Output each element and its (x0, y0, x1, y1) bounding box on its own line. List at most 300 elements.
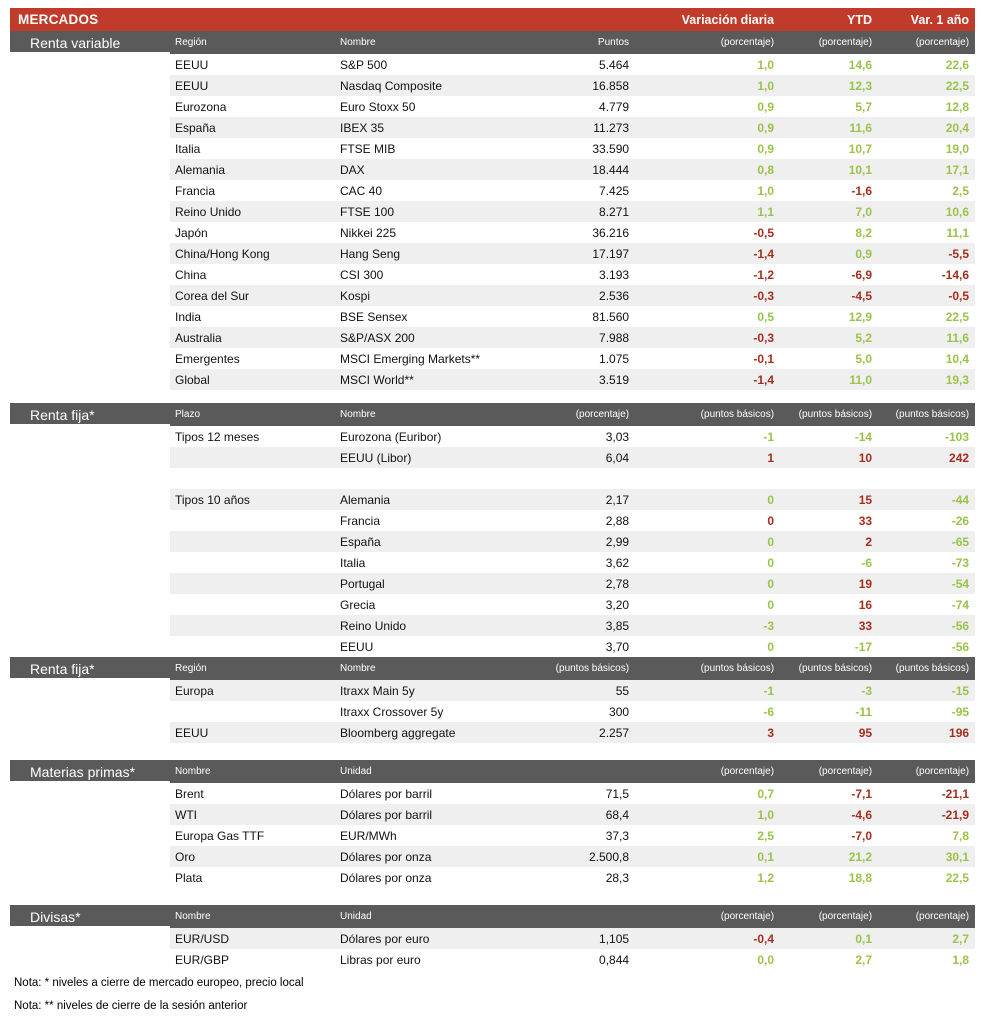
region-cell: EUR/GBP (175, 952, 230, 967)
region-cell: Europa (170, 680, 335, 701)
daily-change-cell: -0,3 (635, 285, 780, 306)
yoy-change-cell (878, 468, 975, 489)
yoy-change-cell: 20,4 (878, 117, 975, 138)
ytd-change-cell: 19 (780, 573, 878, 594)
name-cell: Nasdaq Composite (335, 75, 550, 96)
section-gap (10, 888, 975, 905)
footnote: Nota: ** niveles de cierre de la sesión anterior (14, 1000, 248, 1012)
yoy-change-cell: -73 (951, 555, 970, 570)
table-row (10, 846, 975, 867)
value-cell: 18.444 (550, 159, 635, 180)
column-header: (porcentaje) (780, 905, 878, 928)
page-title: MERCADOS (10, 8, 635, 31)
yoy-change-cell: 12,8 (945, 99, 970, 114)
section-spacer-cell (10, 928, 170, 949)
column-header: (porcentaje) (635, 760, 780, 783)
region-cell: Tipos 12 meses (175, 429, 260, 444)
daily-change-cell: 1,0 (635, 75, 780, 96)
ytd-change-cell: 2 (780, 531, 878, 552)
ytd-change-cell: 12,9 (848, 309, 873, 324)
table-row (10, 594, 975, 615)
yoy-change-cell: 10,6 (878, 201, 975, 222)
ytd-change-cell: 0,1 (780, 928, 878, 949)
section-spacer-cell (10, 680, 170, 701)
column-header: (porcentaje) (635, 905, 780, 928)
region-cell: Eurozona (175, 99, 227, 114)
ytd-change-cell: 33 (780, 615, 878, 636)
name-cell: BSE Sensex (340, 309, 408, 324)
yoy-change-cell: 22,5 (878, 75, 975, 96)
ytd-change-cell: 8,2 (855, 225, 873, 240)
daily-change-cell: 2,5 (757, 828, 775, 843)
region-cell (170, 573, 335, 594)
name-cell: Hang Seng (335, 243, 550, 264)
section-spacer-cell (10, 201, 170, 222)
yoy-change-cell: -56 (878, 615, 975, 636)
ytd-change-cell: 0,9 (780, 243, 878, 264)
section-spacer-cell (10, 138, 170, 159)
daily-change-cell: 0 (635, 531, 780, 552)
yoy-change-cell: 17,1 (878, 159, 975, 180)
value-cell: 2.536 (550, 285, 635, 306)
daily-change-cell: 0,1 (635, 846, 780, 867)
ytd-change-cell: -11 (855, 704, 873, 719)
region-cell: Emergentes (175, 351, 240, 366)
table-row (10, 552, 975, 573)
region-cell (170, 701, 335, 722)
section-spacer-cell (10, 783, 170, 804)
section-spacer-cell (10, 348, 170, 369)
name-cell: Itraxx Crossover 5y (340, 704, 444, 719)
name-cell: Libras por euro (340, 952, 421, 967)
value-cell: 1.075 (599, 351, 630, 366)
value-cell: 8.271 (550, 201, 635, 222)
column-header: Nombre (335, 657, 550, 680)
column-header: (puntos básicos) (780, 657, 878, 680)
region-cell: EEUU (170, 75, 335, 96)
region-cell: China/Hong Kong (170, 243, 335, 264)
value-cell (550, 468, 635, 489)
table-row (10, 180, 975, 201)
value-cell: 2,99 (550, 531, 635, 552)
ytd-change-cell: -17 (854, 639, 873, 654)
name-cell: Reino Unido (335, 615, 550, 636)
daily-change-cell: 1,0 (757, 183, 775, 198)
region-cell (170, 615, 335, 636)
name-cell: Nikkei 225 (340, 225, 397, 240)
value-cell: 11.273 (550, 117, 635, 138)
table-row (10, 117, 975, 138)
column-header: Puntos (550, 31, 635, 54)
yoy-change-cell: -14,6 (941, 267, 970, 282)
value-cell: 28,3 (605, 870, 630, 885)
section-title: Renta fija* (10, 403, 170, 426)
table-row (10, 636, 975, 657)
region-cell: EEUU (175, 57, 209, 72)
ytd-change-cell: -3 (780, 680, 878, 701)
yoy-change-cell: 11,1 (946, 225, 970, 240)
region-cell: Australia (170, 327, 335, 348)
table-row (10, 159, 975, 180)
column-header: (porcentaje) (550, 403, 635, 426)
ytd-change-cell: 7,0 (780, 201, 878, 222)
table-row (10, 447, 975, 468)
section-spacer-cell (10, 573, 170, 594)
region-cell (170, 552, 335, 573)
value-cell: 2.257 (550, 722, 635, 743)
ytd-change-cell (780, 468, 878, 489)
value-cell: 5.464 (599, 57, 630, 72)
daily-change-cell: -1,4 (635, 243, 780, 264)
ytd-change-cell: -7,1 (851, 786, 873, 801)
yoy-change-cell: -5,5 (878, 243, 975, 264)
region-cell: Reino Unido (170, 201, 335, 222)
value-cell: 33.590 (592, 141, 630, 156)
column-header: Unidad (335, 760, 550, 783)
yoy-change-cell: 2,5 (952, 183, 970, 198)
section-spacer-cell (10, 804, 170, 825)
table-row (10, 264, 975, 285)
table-row (10, 783, 975, 804)
table-row (10, 573, 975, 594)
section-spacer-cell (10, 222, 170, 243)
region-cell: Oro (170, 846, 335, 867)
daily-change-cell: -1,2 (753, 267, 775, 282)
table-row (10, 138, 975, 159)
name-cell: S&P/ASX 200 (335, 327, 550, 348)
daily-change-cell: 0,7 (757, 786, 775, 801)
daily-change-cell: 1,0 (757, 57, 775, 72)
column-header: (puntos básicos) (780, 403, 878, 426)
daily-change-cell: 3 (635, 722, 780, 743)
region-cell: EEUU (170, 722, 335, 743)
yoy-change-cell: 19,3 (878, 369, 975, 390)
ytd-change-cell: 33 (858, 513, 873, 528)
yoy-change-cell: 22,5 (945, 870, 970, 885)
section-spacer-cell (10, 447, 170, 468)
name-cell: EEUU (Libor) (335, 447, 550, 468)
value-cell: 1,105 (550, 928, 635, 949)
region-cell: EUR/USD (170, 928, 335, 949)
value-cell: 81.560 (592, 309, 630, 324)
ytd-change-cell: 11,6 (780, 117, 878, 138)
column-header: (puntos básicos) (878, 657, 975, 680)
table-row (10, 928, 975, 949)
region-cell: Italia (175, 141, 201, 156)
yoy-change-cell: -74 (951, 597, 970, 612)
daily-change-cell: 1,1 (635, 201, 780, 222)
region-cell (170, 636, 335, 657)
column-header: (porcentaje) (635, 31, 780, 54)
ytd-change-cell: 5,0 (855, 351, 873, 366)
table-row (10, 348, 975, 369)
column-header: Unidad (335, 905, 550, 928)
yoy-change-cell: 10,4 (945, 351, 970, 366)
table-row (10, 243, 975, 264)
column-header: Nombre (335, 403, 550, 426)
value-cell: 2.500,8 (550, 846, 635, 867)
value-cell: 68,4 (550, 804, 635, 825)
daily-change-cell: -0,5 (753, 225, 775, 240)
ytd-change-cell: -7,0 (851, 828, 873, 843)
table-row (10, 489, 975, 510)
value-cell: 16.858 (550, 75, 635, 96)
table-row (10, 510, 975, 531)
region-cell: India (175, 309, 202, 324)
name-cell: S&P 500 (340, 57, 388, 72)
name-cell: Euro Stoxx 50 (340, 99, 416, 114)
yoy-change-cell: 22,5 (945, 309, 970, 324)
table-row (10, 327, 975, 348)
table-row (10, 426, 975, 447)
name-cell: FTSE MIB (340, 141, 396, 156)
name-cell (335, 468, 550, 489)
daily-change-cell: 0,9 (757, 99, 775, 114)
table-row (10, 722, 975, 743)
name-cell: Alemania (335, 489, 550, 510)
section-spacer-cell (10, 75, 170, 96)
section-spacer-cell (10, 159, 170, 180)
region-cell: Plata (175, 870, 203, 885)
name-cell: Italia (340, 555, 366, 570)
table-row (10, 54, 975, 75)
section-title: Divisas* (10, 905, 170, 928)
yoy-change-cell: 22,6 (945, 57, 970, 72)
column-header: (porcentaje) (878, 760, 975, 783)
daily-change-cell: 0 (635, 573, 780, 594)
section-title: Renta variable (10, 31, 170, 54)
section-spacer-cell (10, 54, 170, 75)
column-header (550, 760, 635, 783)
name-cell: Dólares por barril (335, 804, 550, 825)
value-cell: 2,17 (550, 489, 635, 510)
section-spacer-cell (10, 510, 170, 531)
section-spacer-cell (10, 722, 170, 743)
section-spacer-cell (10, 949, 170, 970)
value-cell: 3,62 (605, 555, 630, 570)
daily-change-cell: 0,5 (757, 309, 775, 324)
column-header: (puntos básicos) (550, 657, 635, 680)
daily-change-cell: -1,4 (635, 369, 780, 390)
name-cell: EUR/MWh (340, 828, 397, 843)
yoy-change-cell: -103 (945, 429, 970, 444)
daily-change-cell: 1 (635, 447, 780, 468)
table-row (10, 201, 975, 222)
name-cell: Dólares por euro (335, 928, 550, 949)
value-cell: 3.193 (599, 267, 630, 282)
table-row (10, 222, 975, 243)
column-header: Región (170, 31, 335, 54)
name-cell: CAC 40 (340, 183, 383, 198)
section-spacer-cell (10, 369, 170, 390)
section-spacer-cell (10, 531, 170, 552)
table-row (10, 369, 975, 390)
value-cell: 37,3 (605, 828, 630, 843)
region-cell: Francia (175, 183, 216, 198)
daily-change-cell: 1,2 (757, 870, 775, 885)
yoy-change-cell: -15 (878, 680, 975, 701)
region-cell: WTI (170, 804, 335, 825)
column-header (550, 905, 635, 928)
section-spacer-cell (10, 180, 170, 201)
name-cell: Dólares por onza (340, 870, 432, 885)
name-cell: Portugal (335, 573, 550, 594)
yoy-change-cell: -21,1 (941, 786, 970, 801)
yoy-change-cell: 19,0 (945, 141, 970, 156)
mercados-table (10, 8, 975, 970)
name-cell: Bloomberg aggregate (335, 722, 550, 743)
section-header-row (10, 403, 975, 426)
table-row (10, 96, 975, 117)
yoy-change-cell: -44 (878, 489, 975, 510)
yoy-change-cell: -0,5 (878, 285, 975, 306)
value-cell: 300 (609, 704, 630, 719)
daily-change-cell: -1 (763, 429, 775, 444)
yoy-change-cell: -65 (878, 531, 975, 552)
region-cell: China (175, 267, 207, 282)
name-cell: Kospi (335, 285, 550, 306)
section-spacer-cell (10, 615, 170, 636)
table-row (10, 680, 975, 701)
column-header: Nombre (170, 905, 335, 928)
name-cell: España (335, 531, 550, 552)
name-cell: MSCI World** (335, 369, 550, 390)
name-cell: EEUU (340, 639, 374, 654)
section-header-row (10, 760, 975, 783)
daily-change-cell: 0,0 (757, 952, 775, 967)
section-title: Renta fija* (10, 657, 170, 680)
yoy-change-cell: 196 (878, 722, 975, 743)
name-cell: FTSE 100 (335, 201, 550, 222)
value-cell: 7.988 (550, 327, 635, 348)
ytd-change-cell: 16 (858, 597, 873, 612)
yoy-change-cell: -56 (951, 639, 970, 654)
footnotes (10, 977, 975, 1012)
ytd-change-cell: -6 (861, 555, 873, 570)
region-cell: Corea del Sur (170, 285, 335, 306)
ytd-change-cell: 10,1 (780, 159, 878, 180)
column-header: (porcentaje) (780, 760, 878, 783)
footnote: Nota: * niveles a cierre de mercado europeo, precio local (14, 977, 304, 989)
value-cell: 36.216 (592, 225, 630, 240)
daily-change-cell: 0 (767, 513, 775, 528)
section-spacer-cell (10, 594, 170, 615)
ytd-change-cell: -14 (854, 429, 873, 444)
daily-change-cell: -0,1 (753, 351, 775, 366)
name-cell: Eurozona (Euribor) (340, 429, 442, 444)
region-cell: Japón (175, 225, 208, 240)
column-header: Región (170, 657, 335, 680)
yoy-change-cell: 242 (878, 447, 975, 468)
daily-change-cell: 0,8 (635, 159, 780, 180)
table-row (10, 615, 975, 636)
ytd-change-cell: 21,2 (780, 846, 878, 867)
section-spacer-cell (10, 96, 170, 117)
section-spacer-cell (10, 846, 170, 867)
daily-change-cell: 0,9 (757, 141, 775, 156)
yoy-change-cell: 7,8 (952, 828, 970, 843)
value-cell: 3,20 (605, 597, 630, 612)
name-cell: MSCI Emerging Markets** (340, 351, 481, 366)
value-cell: 3,85 (550, 615, 635, 636)
value-cell: 71,5 (605, 786, 630, 801)
ytd-change-cell: 5,2 (780, 327, 878, 348)
name-cell: CSI 300 (340, 267, 384, 282)
daily-change-cell: 0 (767, 597, 775, 612)
section-spacer-cell (10, 867, 170, 888)
ytd-change-cell: 5,7 (855, 99, 873, 114)
column-header: (puntos básicos) (635, 403, 780, 426)
section-spacer-cell (10, 285, 170, 306)
section-gap (10, 743, 975, 760)
region-cell: Alemania (170, 159, 335, 180)
ytd-change-cell: 10 (780, 447, 878, 468)
col-header-daily-change: Variación diaria (635, 8, 780, 31)
column-header: (porcentaje) (878, 31, 975, 54)
region-cell: Tipos 10 años (170, 489, 335, 510)
value-cell: 7.425 (599, 183, 630, 198)
ytd-change-cell: 2,7 (855, 952, 873, 967)
daily-change-cell: 1,0 (635, 804, 780, 825)
table-row (10, 867, 975, 888)
yoy-change-cell: 1,8 (952, 952, 970, 967)
blank-row (10, 468, 975, 489)
daily-change-cell: 0 (767, 639, 775, 654)
column-header: Nombre (170, 760, 335, 783)
yoy-change-cell: 2,7 (878, 928, 975, 949)
region-cell (170, 447, 335, 468)
ytd-change-cell: 11,0 (780, 369, 878, 390)
table-row (10, 701, 975, 722)
value-cell: 17.197 (550, 243, 635, 264)
section-spacer-cell (10, 426, 170, 447)
daily-change-cell: -6 (763, 704, 775, 719)
region-cell (170, 468, 335, 489)
column-header: Nombre (335, 31, 550, 54)
table-row (10, 285, 975, 306)
value-cell: 3,03 (605, 429, 630, 444)
region-cell (170, 594, 335, 615)
daily-change-cell (635, 468, 780, 489)
column-header: Plazo (170, 403, 335, 426)
section-spacer-cell (10, 552, 170, 573)
column-header: (porcentaje) (780, 31, 878, 54)
name-cell: Francia (340, 513, 381, 528)
ytd-change-cell: -4,6 (780, 804, 878, 825)
daily-change-cell: 0,9 (635, 117, 780, 138)
daily-change-cell: -3 (635, 615, 780, 636)
daily-change-cell: -0,3 (635, 327, 780, 348)
yoy-change-cell: 30,1 (878, 846, 975, 867)
section-spacer-cell (10, 117, 170, 138)
table-row (10, 804, 975, 825)
table-row (10, 825, 975, 846)
ytd-change-cell: -1,6 (851, 183, 873, 198)
value-cell: 0,844 (599, 952, 630, 967)
section-spacer-cell (10, 701, 170, 722)
name-cell: Itraxx Main 5y (335, 680, 550, 701)
section-header-row (10, 657, 975, 680)
ytd-change-cell: 18,8 (848, 870, 873, 885)
section-spacer-cell (10, 306, 170, 327)
region-cell: Global (170, 369, 335, 390)
section-gap (10, 390, 975, 403)
section-header-row (10, 31, 975, 54)
column-header: (porcentaje) (878, 905, 975, 928)
yoy-change-cell: -54 (878, 573, 975, 594)
section-spacer-cell (10, 825, 170, 846)
column-header: (puntos básicos) (635, 657, 780, 680)
